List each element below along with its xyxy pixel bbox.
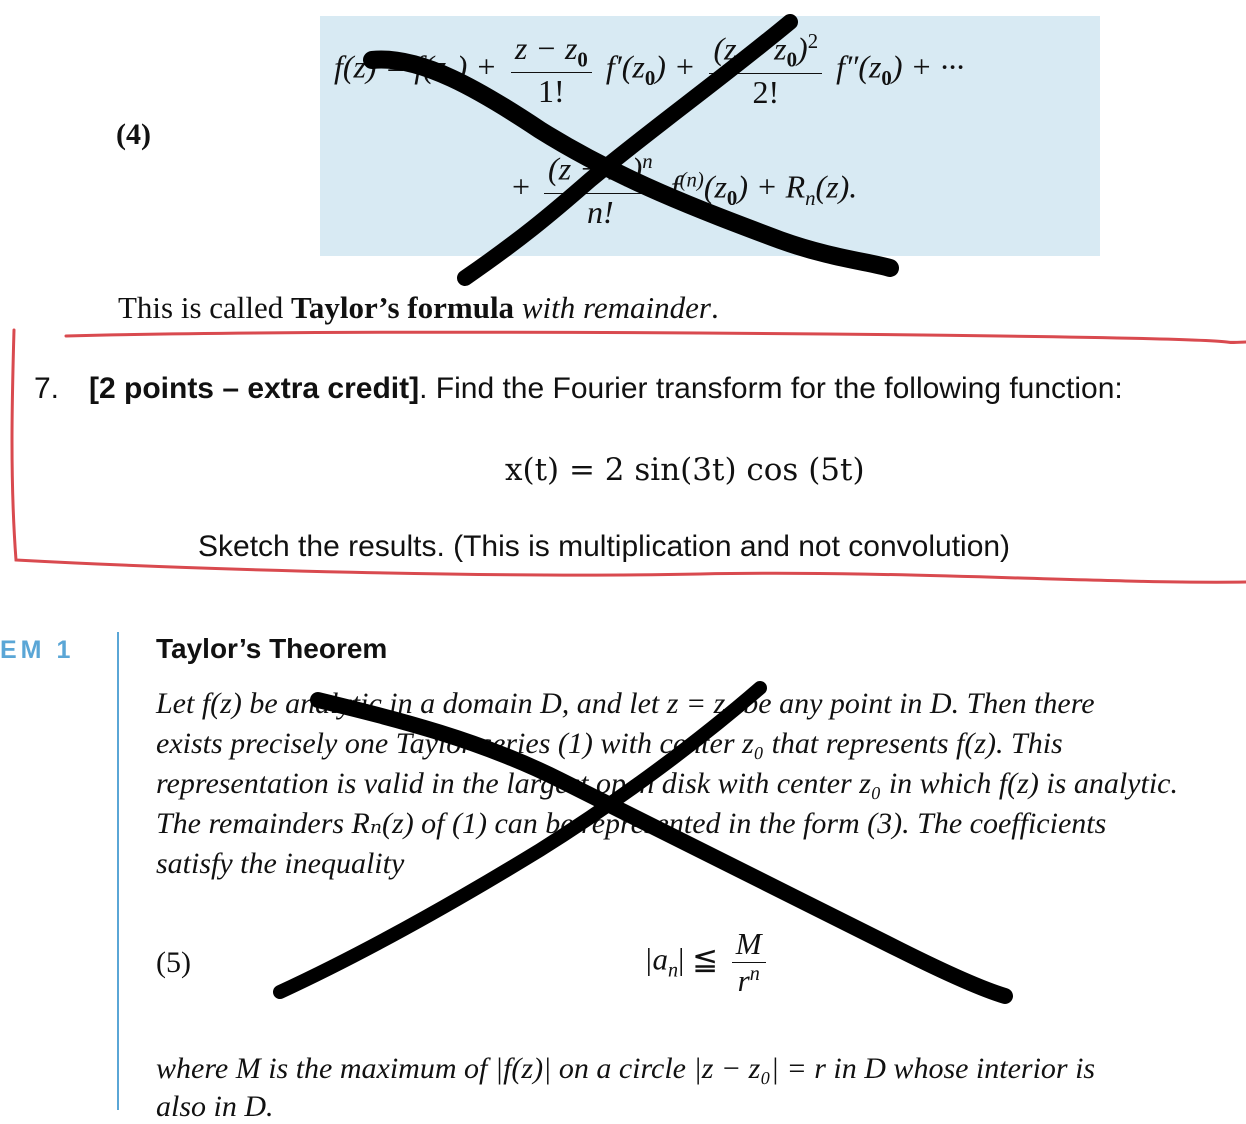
theorem-line: Let f(z) be analytic in a domain D, and let z = z₀ be any point in D. Then there <box>156 687 1095 720</box>
taylor-formula-line-1: $f(z) = f(z_0)$ + $\frac{z - z_0}{1!}$ $f'(z_0)$ + $\frac{(z - z_0)^2}{2!}$ $f''(z_0)$ + ··· <box>334 30 965 110</box>
theorem-line: exists precisely one Taylor series (1) with center z₀ that represents f(z). This <box>156 727 1063 760</box>
theorem-tag: EM 1 <box>0 636 75 664</box>
red-outline-annotation <box>12 330 1246 582</box>
top-scribble-stroke-b <box>465 22 790 278</box>
theorem-where-clause-end: also in D. <box>156 1090 274 1123</box>
fraction-term-n: $\frac{(z - z_0)^n}{n!}$ <box>544 150 657 231</box>
theorem-where-clause: where M is the maximum of |f(z)| on a circle |z − z₀| = r in D whose interior is <box>156 1052 1096 1085</box>
theorem-line: satisfy the inequality <box>156 847 405 880</box>
top-scribble-stroke-a <box>372 60 890 268</box>
inequality-fraction: $\frac{M}{r^n}$ <box>732 926 766 999</box>
theorem-line: representation is valid in the largest open disk with center z₀ in which f(z) is analytic. <box>156 767 1178 800</box>
equation-number: (4) <box>116 118 151 151</box>
coefficient-inequality: $|a_n|$ ≦ $\frac{M}{r^n}$ <box>644 926 772 999</box>
equation-number-5: (5) <box>156 946 191 979</box>
question-7-sketch-instruction: Sketch the results. (This is multiplication and not convolution) <box>198 530 1011 563</box>
question-7-equation: x(t) = 2 sin(3t) cos (5t) <box>505 452 865 488</box>
question-number: 7. <box>34 372 60 405</box>
theorem-title: Taylor’s Theorem <box>156 633 388 664</box>
bottom-scribble-stroke-b <box>318 700 1005 996</box>
fraction-term-1: $\frac{z - z_0}{1!}$ <box>511 30 592 110</box>
taylor-formula-caption: This is called Taylor’s formula with remainder. <box>118 290 719 325</box>
question-points: [2 points – extra credit] <box>89 372 420 405</box>
fraction-term-2: $\frac{(z - z_0)^2}{2!}$ <box>709 30 822 111</box>
question-text: . Find the Fourier transform for the following function: <box>419 372 1123 405</box>
theorem-line: The remainders Rₙ(z) of (1) can be represented in the form (3). The coefficients <box>156 807 1107 840</box>
taylor-formula-line-2: + $\frac{(z - z_0)^n}{n!}$ $f^{(n)}(z_0) + R_n(z)$. <box>512 150 858 230</box>
